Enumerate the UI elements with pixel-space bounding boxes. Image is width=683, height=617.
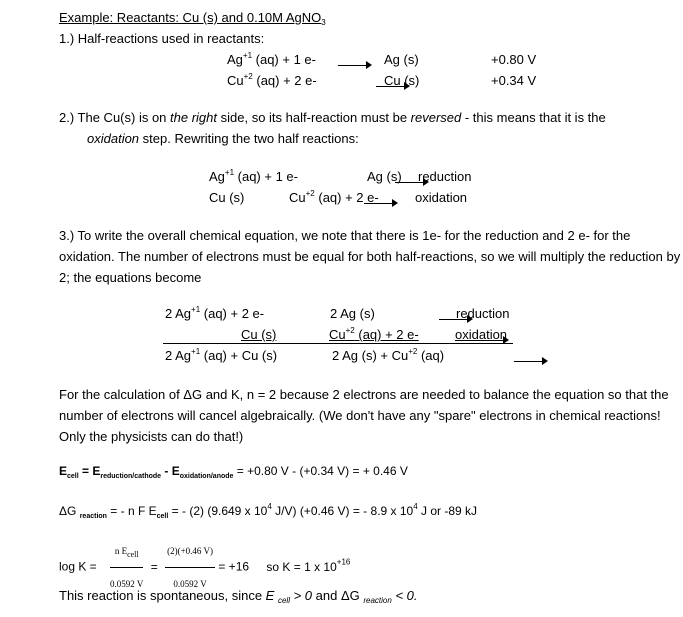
e1-rest: (aq) + 2 e- bbox=[200, 306, 265, 321]
e3-prod-charge: +2 bbox=[408, 347, 418, 356]
step2-line2 bbox=[87, 131, 359, 146]
step2-text-d: reversed bbox=[410, 110, 462, 125]
step3-reduction-reactants bbox=[165, 306, 264, 321]
conclusion-sub-reaction: reaction bbox=[363, 596, 392, 605]
ag-reactant-rest: (aq) + 1 e- bbox=[252, 52, 316, 67]
ag-charge: +1 bbox=[242, 51, 253, 60]
ag-product: Ag (s) bbox=[384, 52, 419, 67]
cu-product: Cu (s) bbox=[384, 73, 420, 88]
dg-p3: J or -89 kJ bbox=[417, 504, 478, 518]
r2-cu: Cu bbox=[289, 190, 306, 205]
logk-result: = +16 bbox=[218, 559, 250, 574]
step1-ag-reaction bbox=[227, 52, 316, 67]
arrow-icon bbox=[514, 357, 548, 365]
e3-charge: +1 bbox=[191, 347, 201, 356]
step3-oxidation-products bbox=[329, 327, 419, 342]
e2-charge: +2 bbox=[345, 326, 355, 335]
example-title-text: Example: Reactants: Cu (s) and 0.10M AgNO bbox=[59, 10, 322, 25]
ecell-equation bbox=[59, 464, 408, 480]
step3-overall-products bbox=[332, 348, 444, 363]
step2-reduction-label: reduction bbox=[418, 169, 472, 184]
step2-text-f: oxidation bbox=[87, 131, 140, 146]
step3-reduction-label: reduction bbox=[456, 306, 510, 321]
sum-divider bbox=[163, 343, 513, 344]
cu-label: Cu bbox=[227, 73, 244, 88]
e3-prod-a: 2 Ag (s) + Cu bbox=[332, 348, 409, 363]
e1-ag: 2 Ag bbox=[165, 306, 192, 321]
r1-charge: +1 bbox=[224, 168, 235, 177]
logk-eq: = bbox=[150, 559, 158, 574]
e2-cu: Cu bbox=[329, 327, 346, 342]
e3-prod-b: (aq) bbox=[417, 348, 445, 363]
step1-cu-reaction bbox=[227, 73, 317, 88]
deltag-equation bbox=[59, 504, 477, 520]
step2-text-a: 2.) The Cu(s) is on bbox=[59, 110, 171, 125]
step3-reduction-product: 2 Ag (s) bbox=[330, 306, 375, 321]
step2-oxidation-products bbox=[289, 190, 379, 205]
r2-rest: (aq) + 2 e- bbox=[314, 190, 379, 205]
ecell-eq1: = E bbox=[78, 464, 101, 478]
dg-sup2: 4 bbox=[413, 502, 418, 511]
r1-ag: Ag bbox=[209, 169, 225, 184]
r2-charge: +2 bbox=[305, 189, 315, 198]
cu-voltage: +0.34 V bbox=[491, 73, 537, 88]
logk-label: log K = bbox=[59, 559, 97, 574]
conclusion bbox=[59, 588, 418, 603]
dg-sup1: 4 bbox=[267, 502, 272, 511]
step2-oxidation-label: oxidation bbox=[415, 190, 468, 205]
r1-rest: (aq) + 1 e- bbox=[234, 169, 298, 184]
step2-reduction-reactants bbox=[209, 169, 298, 184]
explanation-paragraph: For the calculation of ΔG and K, n = 2 because 2 electrons are needed to balance the equation so that the number of electrons will cancel algebraically. (We don't have any "spare" electrons in chemical reactions! Only the physicists can do that!) bbox=[59, 387, 669, 444]
step2-text-b: the right bbox=[170, 110, 218, 125]
ag-voltage: +0.80 V bbox=[491, 52, 537, 67]
ecell-sub-oxidation: oxidation/anode bbox=[179, 473, 234, 480]
step3-overall-reactants bbox=[165, 348, 277, 363]
e3-mid: (aq) + Cu (s) bbox=[200, 348, 278, 363]
conclusion-c: and ΔG bbox=[312, 588, 364, 603]
frac2-denominator: 0.0592 V bbox=[173, 579, 207, 589]
step3-oxidation-reactant: Cu (s) bbox=[241, 327, 277, 342]
conclusion-a: This reaction is spontaneous, since bbox=[59, 588, 266, 603]
e2-rest: (aq) + 2 e- bbox=[354, 327, 419, 342]
frac1-denominator: 0.0592 V bbox=[110, 579, 144, 589]
step3-paragraph: 3.) To write the overall chemical equation, we note that there is 1e- for the reduction and 2 e- for the oxidation. The number of electrons must be equal for both half-reactions, so we will multiply the reduction by 2; the equations become bbox=[59, 228, 681, 285]
conclusion-d: < 0. bbox=[391, 588, 418, 603]
e1-charge: +1 bbox=[191, 305, 201, 314]
frac1-num-text: n E bbox=[114, 546, 128, 556]
dg-p2: J/V) (+0.46 V) = - 8.9 x 10 bbox=[271, 504, 414, 518]
dg-eq2: = - (2) (9.649 x 10 bbox=[168, 504, 268, 518]
dg-symbol: ΔG bbox=[59, 504, 77, 518]
dg-sub-reaction: reaction bbox=[79, 513, 107, 520]
step1-heading: 1.) Half-reactions used in reactants: bbox=[59, 31, 265, 46]
dg-eq: = - n F E bbox=[106, 504, 157, 518]
ag-label: Ag bbox=[227, 52, 243, 67]
cu-charge: +2 bbox=[243, 72, 253, 81]
ecell-rest: = +0.80 V - (+0.34 V) = + 0.46 V bbox=[233, 464, 408, 478]
ecell-e1: E bbox=[59, 464, 68, 478]
step3-oxidation-label: oxidation bbox=[455, 327, 508, 342]
ecell-mid: - E bbox=[161, 464, 180, 478]
step2-oxidation-reactant: Cu (s) bbox=[209, 190, 245, 205]
step2-line1 bbox=[59, 110, 606, 125]
conclusion-b: > 0 bbox=[289, 588, 313, 603]
conclusion-e: E bbox=[265, 588, 275, 603]
e3-ag: 2 Ag bbox=[165, 348, 192, 363]
step2-text-c: side, so its half-reaction must be bbox=[217, 110, 411, 125]
conclusion-sub-cell: cell bbox=[277, 596, 290, 605]
arrow-icon bbox=[338, 61, 372, 69]
logk-so-sup: +16 bbox=[336, 557, 351, 567]
frac1-num-sub: cell bbox=[127, 550, 139, 559]
example-title bbox=[59, 10, 326, 25]
dg-sub-cell: cell bbox=[156, 513, 169, 520]
frac2-numerator: (2)(+0.46 V) bbox=[165, 536, 215, 568]
step2-reduction-product: Ag (s) bbox=[367, 169, 402, 184]
step2-text-g: step. Rewriting the two half reactions: bbox=[139, 131, 359, 146]
step2-text-e: - this means that it is the bbox=[461, 110, 606, 125]
example-title-subscript: 3 bbox=[321, 18, 326, 27]
frac1-numerator bbox=[110, 536, 143, 568]
ecell-sub-cell: cell bbox=[67, 473, 79, 480]
logk-so: so K = 1 x 10 bbox=[266, 559, 337, 574]
ecell-sub-reduction: reduction/cathode bbox=[100, 473, 162, 480]
cu-reactant-rest: (aq) + 2 e- bbox=[252, 73, 317, 88]
